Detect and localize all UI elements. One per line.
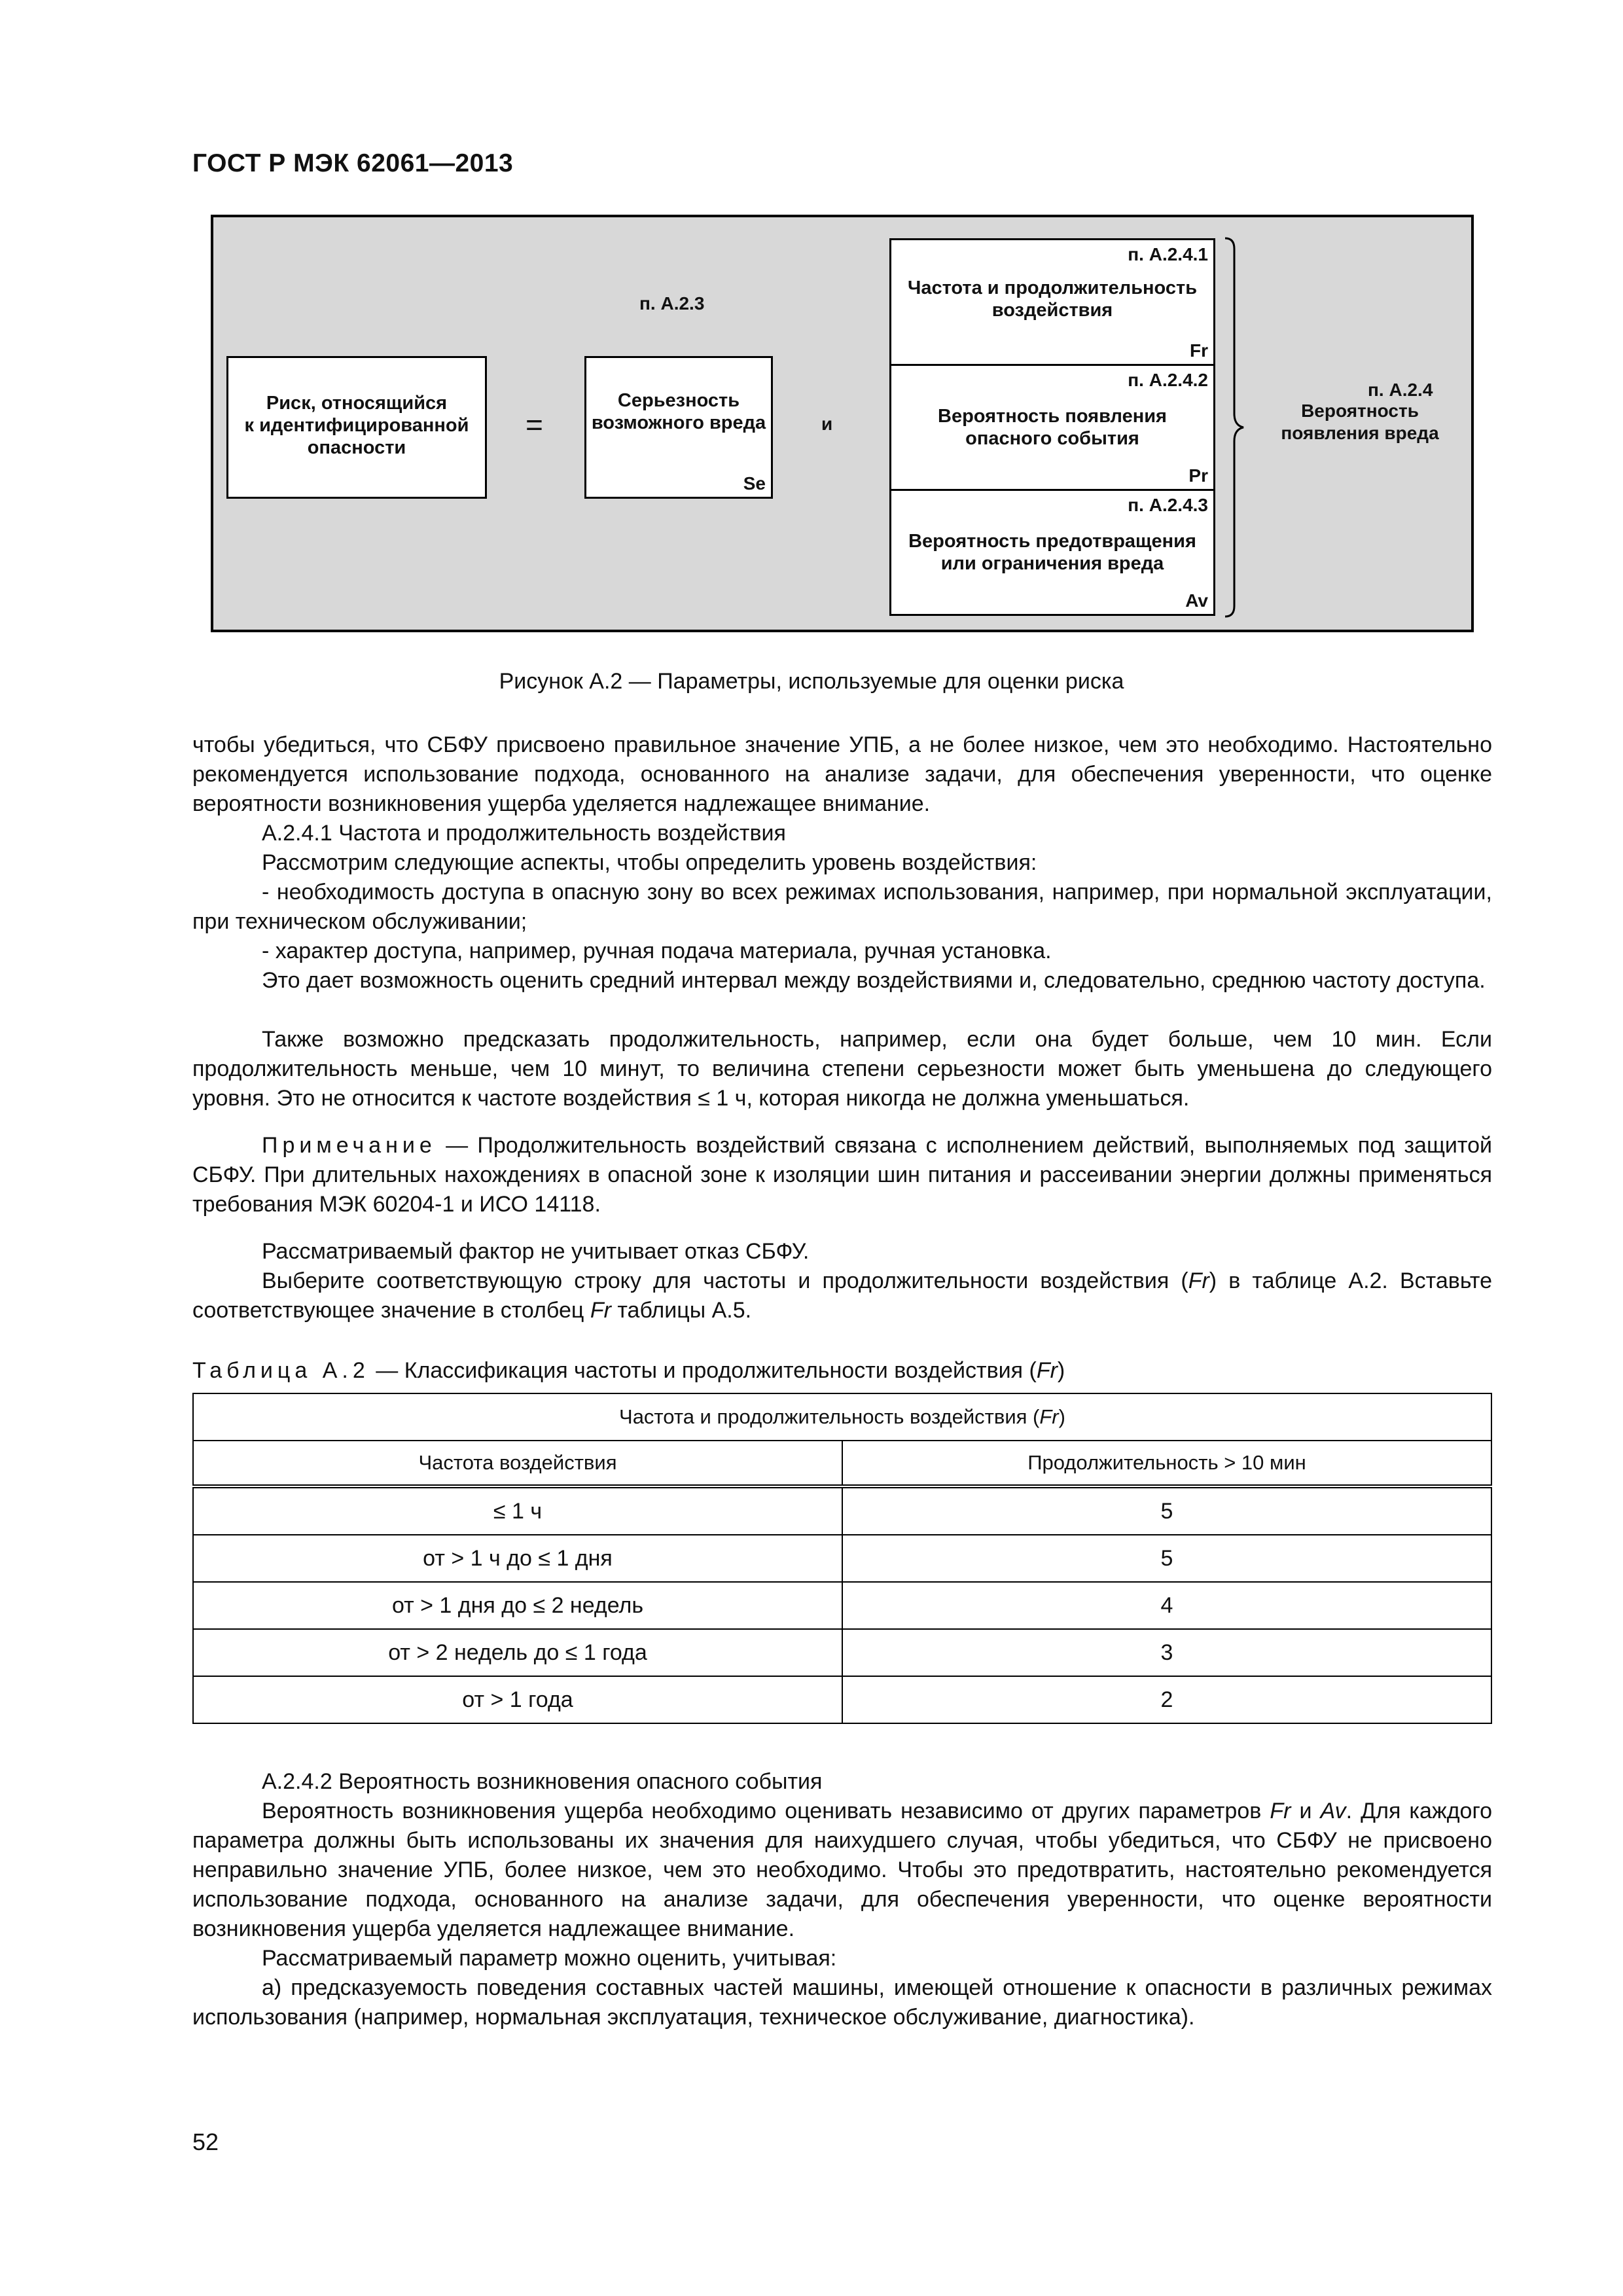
table-main-header bbox=[193, 1393, 1491, 1441]
text-run: Частота и продолжительность воздействия ( bbox=[619, 1405, 1040, 1428]
column-header: Продолжительность > 10 мин bbox=[842, 1441, 1491, 1486]
table-cell: от > 2 недель до ≤ 1 года bbox=[193, 1629, 842, 1676]
probability-code: Pr bbox=[1188, 465, 1208, 486]
equals-sign: = bbox=[526, 408, 543, 442]
table-row bbox=[193, 1582, 1491, 1629]
table-header-row bbox=[193, 1393, 1491, 1441]
list-item: - характер доступа, например, ручная подача материала, ручная установка. bbox=[262, 939, 1052, 963]
table-header-row bbox=[193, 1441, 1491, 1486]
table-cell: ≤ 1 ч bbox=[193, 1486, 842, 1535]
text-run: Выберите соответствующую строку для частоты и продолжительности воздействия ( bbox=[262, 1268, 1188, 1293]
risk-box bbox=[226, 356, 487, 499]
classification-table bbox=[192, 1393, 1492, 1724]
list-item: - необходимость доступа в опасную зону во всех режимах использования, например, при нормальной эксплуатации, при техническом обслуживании; bbox=[192, 880, 1492, 934]
probability-ref: п. А.2.4.2 bbox=[1128, 370, 1208, 390]
severity-code: Se bbox=[743, 473, 766, 493]
symbol-av: Av bbox=[1320, 1799, 1346, 1823]
table-cell: 2 bbox=[842, 1676, 1491, 1723]
text-run: — Классификация частоты и продолжительности воздействия ( bbox=[369, 1358, 1037, 1383]
probability-line: опасного события bbox=[965, 428, 1139, 449]
symbol-fr: Fr bbox=[1188, 1268, 1209, 1293]
paragraph: Рассмотрим следующие аспекты, чтобы определить уровень воздействия: bbox=[262, 850, 1037, 875]
avoidance-line: или ограничения вреда bbox=[940, 553, 1164, 574]
harm-line: появления вреда bbox=[1281, 423, 1439, 443]
text-run: ) в таблице А.2. Вставьте соответствующее значение в столбец bbox=[192, 1268, 1492, 1323]
paragraph: Рассматриваемый фактор не учитывает отказ СБФУ. bbox=[262, 1239, 810, 1264]
table-cell: 4 bbox=[842, 1582, 1491, 1629]
severity-line: возможного вреда bbox=[591, 412, 766, 433]
table-cell: 5 bbox=[842, 1535, 1491, 1582]
paragraph bbox=[192, 1797, 1492, 1944]
avoidance-ref: п. А.2.4.3 bbox=[1128, 495, 1208, 515]
symbol-fr: Fr bbox=[1270, 1799, 1291, 1823]
text-run: . Для каждого параметра должны быть использованы их значения для наихудшего случая, чтобы убедиться, что СБФУ не присвоено неправильно значение УПБ, более низкое, чем это необходимо. Чтобы это предотвратить, настоятельно рекомендуется использование подхода, основанного на анализе задачи, для обеспечения уверенности, что оценке вероятности возникновения ущерба уделяется надлежащее внимание. bbox=[192, 1799, 1493, 1941]
harm-ref: п. А.2.4 bbox=[1368, 380, 1433, 400]
text-run: и bbox=[1291, 1799, 1321, 1823]
paragraph: Рассматриваемый параметр можно оценить, учитывая: bbox=[262, 1946, 837, 1971]
risk-parameters-figure bbox=[211, 215, 1474, 632]
severity-box bbox=[584, 356, 773, 499]
table-cell: от > 1 дня до ≤ 2 недель bbox=[193, 1582, 842, 1629]
paragraph: а) предсказуемость поведения составных частей машины, имеющей отношение к опасности в различных режимах использования (например, нормальная эксплуатация, техническое обслуживание, диагностика). bbox=[192, 1975, 1492, 2030]
paragraph bbox=[192, 1266, 1492, 1325]
brace-icon bbox=[1222, 236, 1249, 619]
text-run: Вероятность возникновения ущерба необходимо оценивать независимо от других параметров bbox=[262, 1799, 1270, 1823]
table-row bbox=[193, 1535, 1491, 1582]
table-row bbox=[193, 1629, 1491, 1676]
table-cell: от > 1 года bbox=[193, 1676, 842, 1723]
document-header: ГОСТ Р МЭК 62061—2013 bbox=[192, 149, 514, 177]
risk-box-line: опасности bbox=[307, 437, 406, 458]
harm-line: Вероятность bbox=[1301, 401, 1419, 421]
probability-line: Вероятность появления bbox=[938, 406, 1167, 427]
frequency-ref: п. А.2.4.1 bbox=[1128, 244, 1208, 264]
frequency-code: Fr bbox=[1190, 340, 1208, 361]
figure-caption: Рисунок А.2 — Параметры, используемые для оценки риска bbox=[499, 669, 1124, 694]
paragraph: Это дает возможность оценить средний интервал между воздействиями и, следовательно, среднюю частоту доступа. bbox=[262, 968, 1486, 993]
avoidance-line: Вероятность предотвращения bbox=[908, 531, 1196, 552]
frequency-box bbox=[889, 238, 1215, 366]
frequency-line: воздействия bbox=[991, 300, 1113, 321]
table-cell: от > 1 ч до ≤ 1 дня bbox=[193, 1535, 842, 1582]
text-run: таблицы А.5. bbox=[611, 1298, 752, 1323]
risk-box-line: к идентифицированной bbox=[244, 415, 469, 436]
avoidance-box bbox=[889, 489, 1215, 616]
table-cell: 3 bbox=[842, 1629, 1491, 1676]
severity-line: Серьезность bbox=[617, 390, 740, 411]
text-run: ) bbox=[1058, 1405, 1065, 1428]
note-label: Примечание bbox=[262, 1133, 437, 1158]
column-header: Частота воздействия bbox=[193, 1441, 842, 1486]
table-label: Таблица А.2 bbox=[192, 1358, 370, 1383]
severity-ref: п. А.2.3 bbox=[639, 293, 705, 314]
paragraph: чтобы убедиться, что СБФУ присвоено правильное значение УПБ, а не более низкое, чем это необходимо. Настоятельно рекомендуется использование подхода, основанного на анализе задачи, для обеспечения уверенности, что оценке вероятности возникновения ущерба уделяется надлежащее внимание. bbox=[192, 732, 1492, 816]
table-title bbox=[192, 1356, 1492, 1386]
section-heading: А.2.4.2 Вероятность возникновения опасного события bbox=[262, 1769, 823, 1794]
symbol-fr: Fr bbox=[1036, 1358, 1058, 1383]
page-number: 52 bbox=[192, 2128, 219, 2155]
table-row bbox=[193, 1486, 1491, 1535]
paragraph: Также возможно предсказать продолжительность, например, если она будет больше, чем 10 мин. Если продолжительность меньше, чем 10 минут, то величина степени серьезности может быть уменьшена до следующего уровня. Это не относится к частоте воздействия ≤ 1 ч, которая никогда не должна уменьшаться. bbox=[192, 1027, 1492, 1111]
section-heading: А.2.4.1 Частота и продолжительность воздействия bbox=[262, 821, 786, 846]
table-cell: 5 bbox=[842, 1486, 1491, 1535]
note bbox=[192, 1131, 1492, 1219]
symbol-fr: Fr bbox=[590, 1298, 611, 1323]
symbol-fr: Fr bbox=[1039, 1405, 1059, 1428]
table-row bbox=[193, 1676, 1491, 1723]
risk-box-line: Риск, относящийся bbox=[266, 393, 448, 414]
avoidance-code: Av bbox=[1185, 590, 1208, 611]
frequency-line: Частота и продолжительность bbox=[907, 278, 1198, 298]
and-label: и bbox=[821, 414, 833, 434]
probability-box bbox=[889, 364, 1215, 491]
note-text: — Продолжительность воздействий связана с исполнением действий, выполняемых под защитой СБФУ. При длительных нахождениях в опасной зоне к изоляции шин питания и рассеивании энергии должны применяться требования МЭК 60204-1 и ИСО 14118. bbox=[192, 1133, 1492, 1217]
text-run: ) bbox=[1057, 1358, 1065, 1383]
